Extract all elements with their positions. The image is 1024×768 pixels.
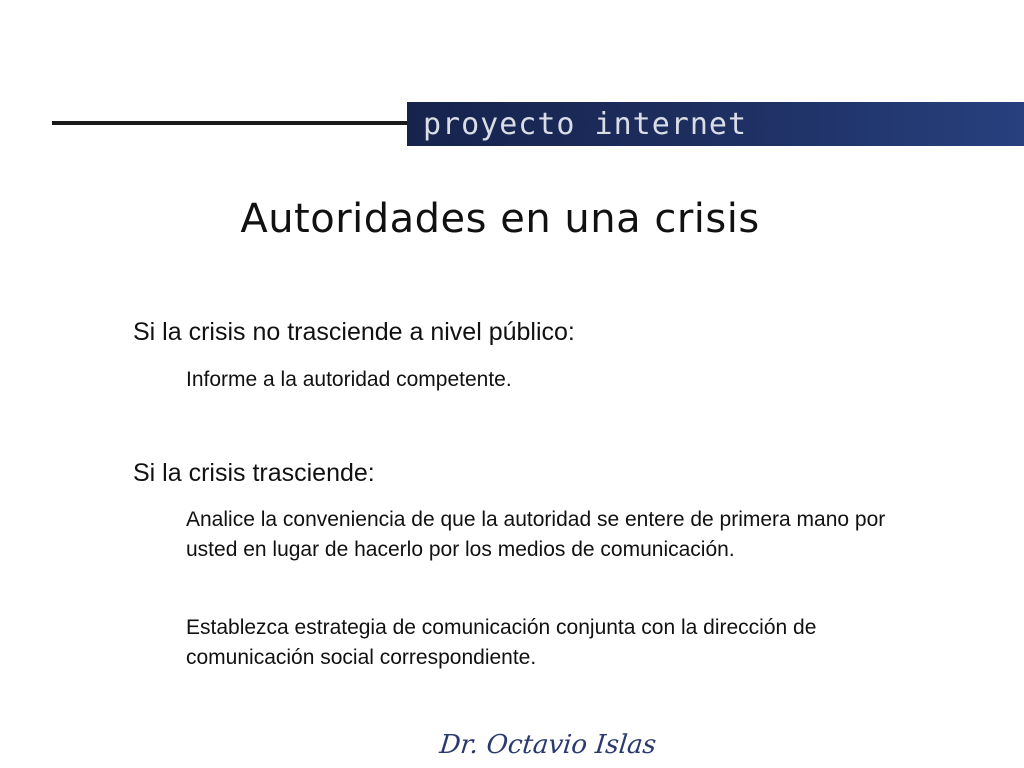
slide-title: Autoridades en una crisis xyxy=(240,196,760,242)
bullet-item: Establezca estrategia de comunicación conjunta con la dirección de comunicación social correspondiente. xyxy=(186,616,817,669)
section-heading: Si la crisis no trasciende a nivel público: xyxy=(133,318,575,346)
proyecto-internet-logo xyxy=(423,106,823,142)
header-rule xyxy=(52,121,410,125)
svg-text:Dr. Octavio Islas: Dr. Octavio Islas xyxy=(438,730,658,760)
header-banner xyxy=(407,102,1024,146)
signature xyxy=(438,723,658,763)
svg-text:proyecto internet: proyecto internet xyxy=(423,107,748,142)
section-heading: Si la crisis trasciende: xyxy=(133,459,375,487)
bullet-item: Informe a la autoridad competente. xyxy=(186,368,512,391)
bullet-item: Analice la conveniencia de que la autoridad se entere de primera mano por usted en lugar de hacerlo por los medios de comunicación. xyxy=(186,508,886,561)
